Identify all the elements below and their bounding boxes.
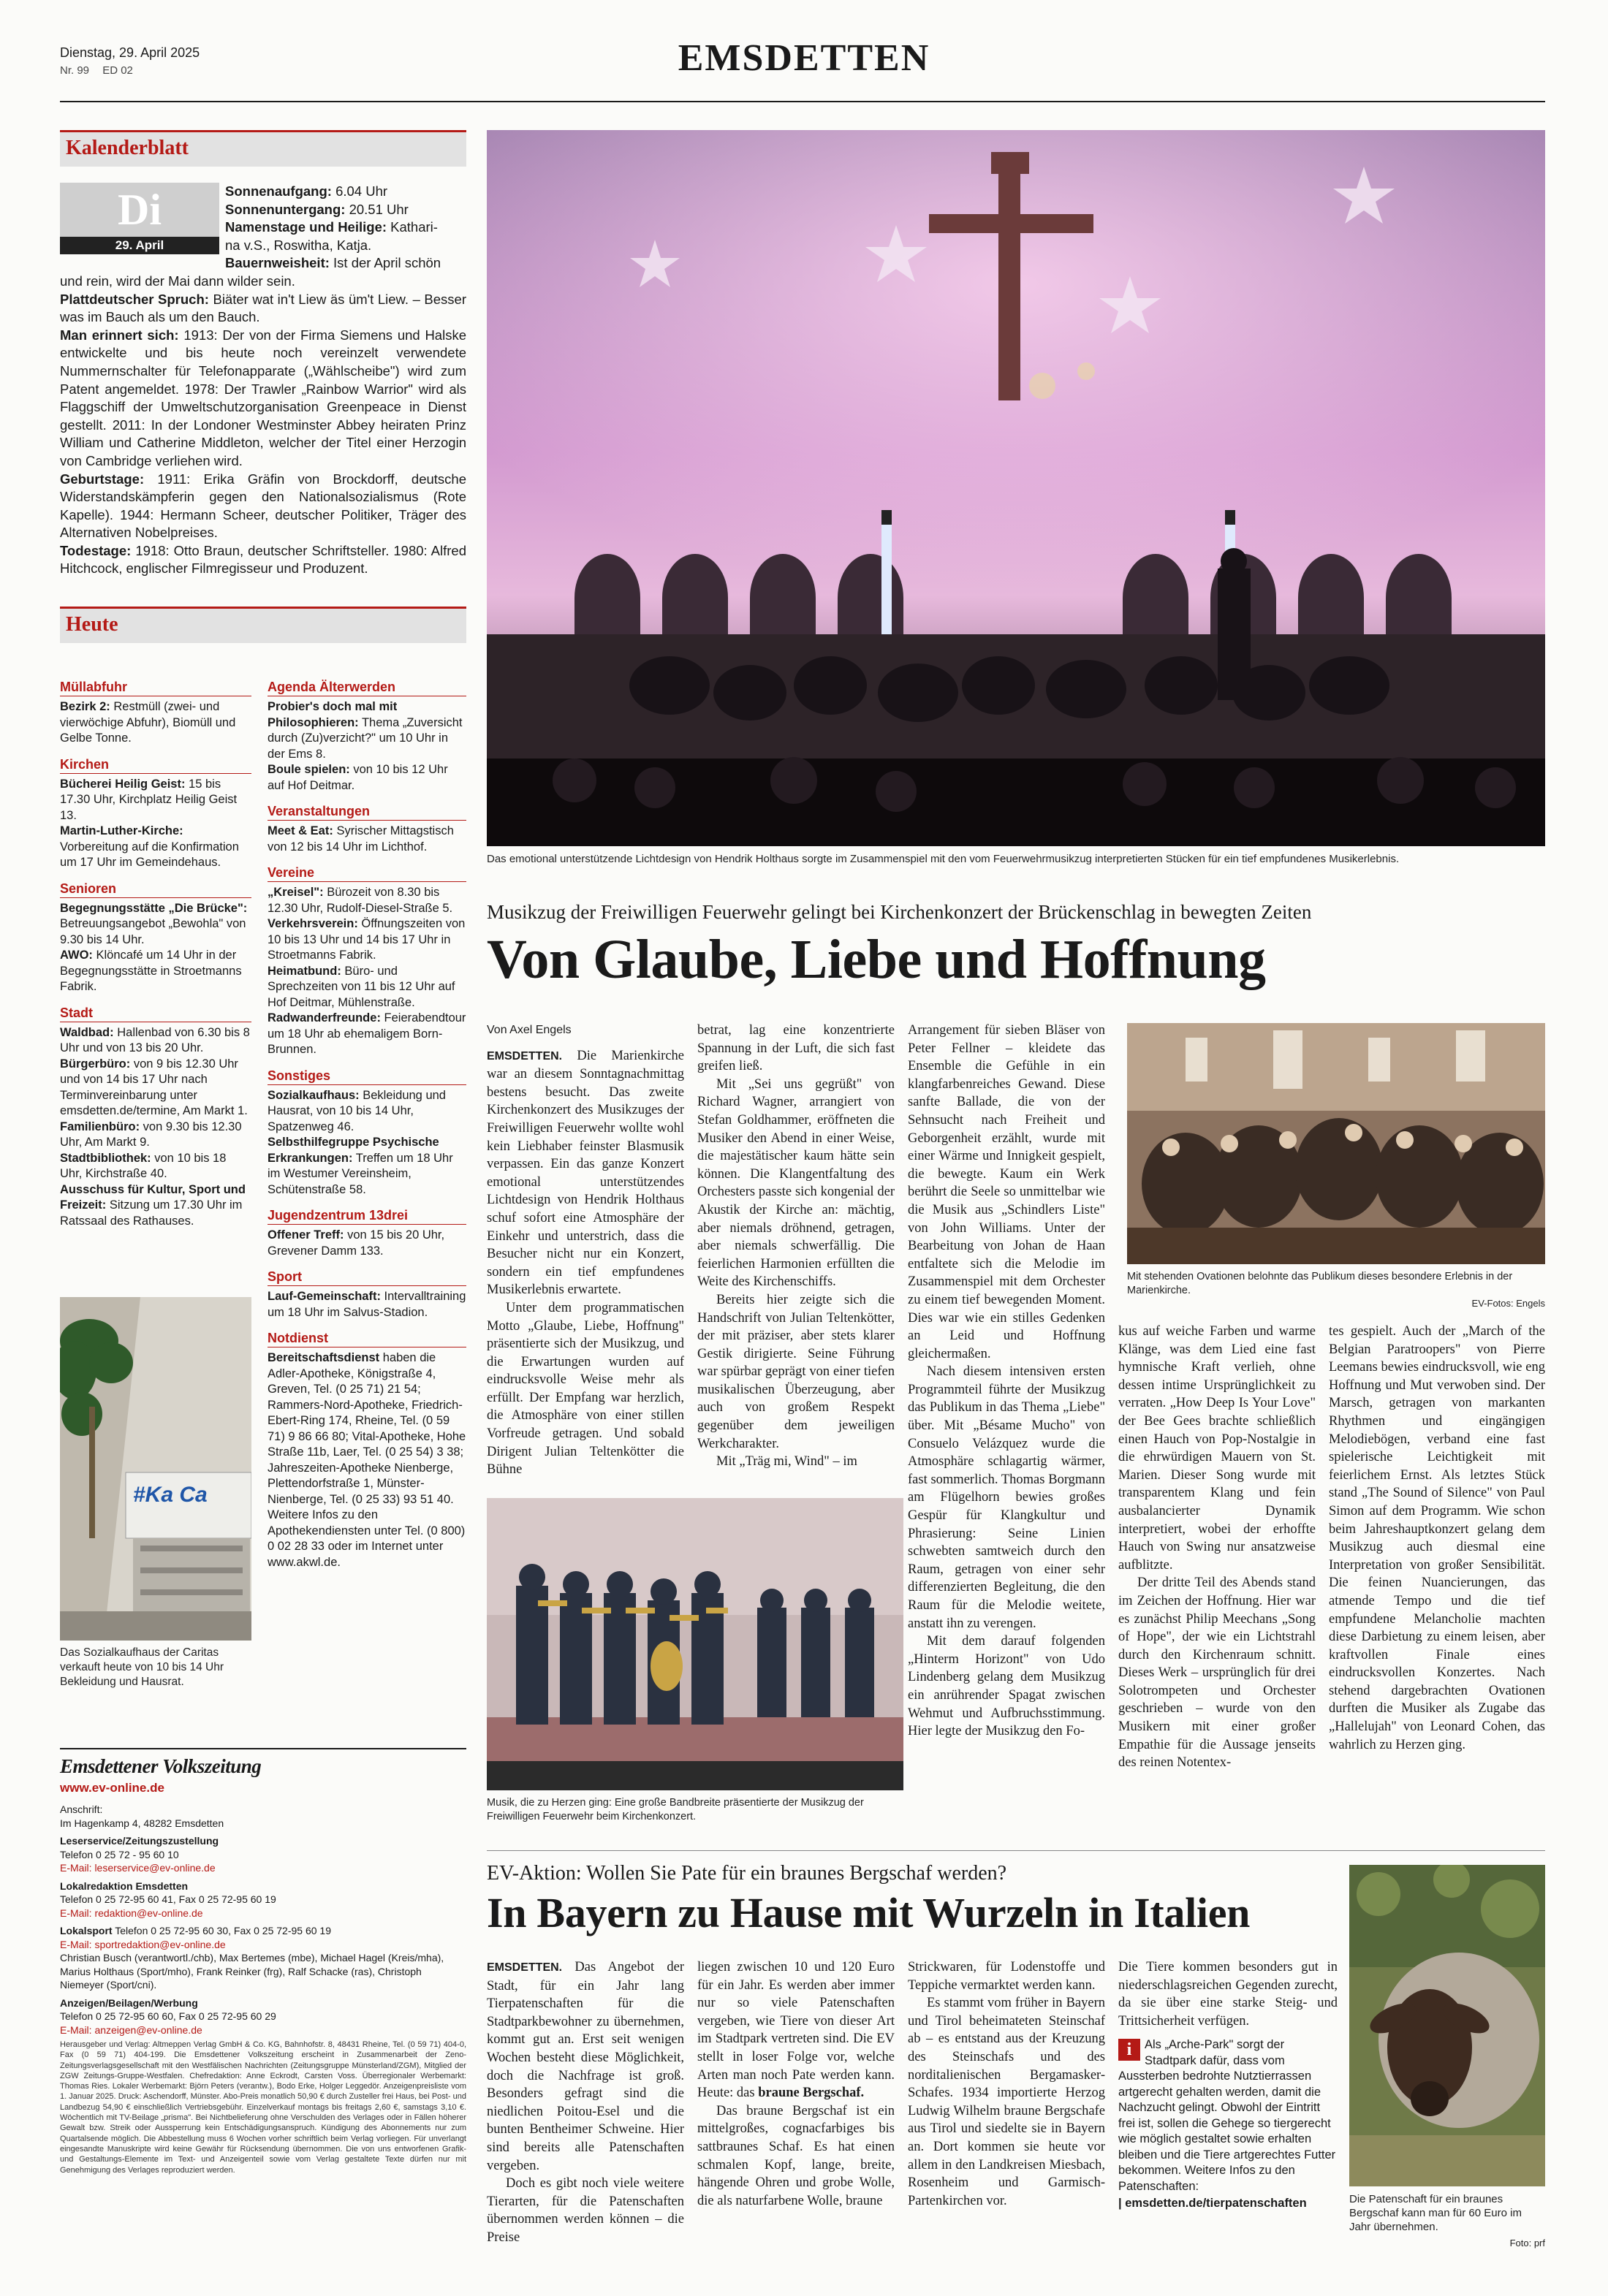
- heute-entry-text: von 10 bis 12 Uhr auf Hof Deitmar.: [268, 763, 448, 792]
- heute-entry-label: Probier's doch mal mit Philosophieren:: [268, 700, 398, 729]
- imprint-line-text: E-Mail: sportredaktion@ev-online.de: [60, 1938, 226, 1950]
- brass-players-illustration: [487, 1498, 903, 1790]
- heute-category: Kirchen: [60, 756, 251, 774]
- heute-entry: [268, 1228, 466, 1259]
- brass-players-photo: [487, 1498, 903, 1790]
- kalenderblatt-title: Kalenderblatt: [60, 130, 466, 167]
- heute-entry-label: Bücherei Heilig Geist:: [60, 777, 186, 791]
- heute-entry-text: Vorbereitung auf die Konfirmation um 17 Uhr im Gemeindehaus.: [60, 840, 239, 869]
- heute-entry-label: Boule spielen:: [268, 763, 350, 776]
- article1-paragraph: Mit dem darauf folgenden „Hinterm Horizont" von Udo Lindenberg gelang dem Musikzug ein anrührender Spagat zwischen Wehmut und Aufbruchsstimmung. Hier legte der Musikzug den Fo-: [908, 1634, 1105, 1739]
- sheep-caption: Die Patenschaft für ein braunes Bergschaf kann man für 60 Euro im Jahr übernehmen.: [1349, 2193, 1522, 2233]
- heute-entry-text: von 9 bis 12.30 Uhr und von 14 bis 17 Uhr nach Terminvereinbarung unter emsdetten.de/termine, Am Markt 1.: [60, 1057, 248, 1117]
- article1-paragraph: Bereits hier zeigte sich die Handschrift von Julian Teltenkötter, der mit präziser, aber stets klarer Gestik dirigierte. Seine Führung war spürbar geprägt von einer tiefen musikalischen Überzeugung, aber auch von großem Respekt gegenüber dem jeweiligen Werkcharakter.: [697, 1292, 895, 1451]
- heute-entry-text: Treffen um 18 Uhr im Westumer Vereinsheim, Schütenstraße 58.: [268, 1151, 453, 1196]
- heute-entry-label: Stadtbibliothek:: [60, 1151, 151, 1165]
- imprint-line-text: E-Mail: redaktion@ev-online.de: [60, 1907, 203, 1919]
- heute-entry: [60, 1057, 251, 1120]
- kalender-intro-line: [225, 237, 466, 255]
- header-rule: [60, 101, 1545, 102]
- heute-entry-text: Intervalltraining um 18 Uhr im Salvus-Stadion.: [268, 1290, 466, 1319]
- article2-paragraph: Die Tiere kommen besonders gut in niederschlagsreichen Gegenden zurecht, da sie über eine starke Steig- und Trittsicherheit verfügen.: [1118, 1960, 1338, 2029]
- kalender-intro-line-text: Ist der April schön: [329, 255, 441, 271]
- imprint-line: [60, 1803, 466, 1817]
- heute-entry-label: Bereitschaftsdienst: [268, 1351, 380, 1364]
- concert-main-photo: [487, 130, 1545, 846]
- article1-kicker: Musikzug der Freiwilligen Feuerwehr gelingt bei Kirchenkonzert der Brückenschlag in bewegten Zeiten: [487, 901, 1312, 923]
- heute-entry: [268, 885, 466, 916]
- heute-entry: [60, 824, 251, 871]
- imprint-line: [60, 2010, 466, 2023]
- infobox-text: Als „Arche-Park" sorgt der Stadtpark dafür, dass vom Aussterben bedrohte Nutztierrassen artgerecht gehalten werden, damit die Nachzucht gelingt. Obwohl der Eintritt frei ist, sollen die Gehege so tiergerecht wie möglich gestaltet sowie erhalten bleiben und die Tiere artgerechtes Futter bekommen. Weitere Infos zu den Patenschaften:: [1118, 2038, 1336, 2193]
- imprint-line: [60, 1893, 466, 1907]
- kalender-entry-label: Plattdeutscher Spruch:: [60, 291, 209, 307]
- imprint-line-text: Im Hagenkamp 4, 48282 Emsdetten: [60, 1817, 224, 1829]
- heute-entry-label: Ausschuss für Kultur, Sport und Freizeit:: [60, 1182, 246, 1212]
- article2-text: liegen zwischen 10 und 120 Euro für ein Jahr. Es werden aber immer nur so viele Patenschaften vergeben, wie Tiere von dieser Art im Stadtpark vertreten sind. Die EV stellt in loser Folge vor, welche Arten man noch Pate werden kann. Heute: das: [697, 1960, 895, 2101]
- brown-mountain-sheep-illustration: [1349, 1865, 1545, 2186]
- heute-entry: [60, 1182, 251, 1230]
- imprint-line-text: Telefon 0 25 72-95 60 41, Fax 0 25 72-95 60 19: [60, 1893, 276, 1905]
- article1-paragraph: Unter dem programmatischen Motto „Glaube, Liebe, Hoffnung" präsentierte sich der Musikzug, und die Erwartungen wurden auf eindrucksvolle Weise mehr als erfüllt. Der Empfang war herzlich, die Atmosphäre von einer stillen Vorfreude getragen. Und sobald Dirigent Julian Teltenkötter die Bühne: [487, 1300, 684, 1478]
- article2-paragraph: Doch es gibt noch viele weitere Tierarten, für die Patenschaften übernommen werden können – die Preise: [487, 2176, 684, 2245]
- heute-entry: [60, 1151, 251, 1182]
- heute-entry-text: Feierabendtour um 18 Uhr ab ehemaligem Born-Brunnen.: [268, 1011, 466, 1056]
- heute-entry: [268, 699, 466, 762]
- heute-column-2: [268, 678, 466, 1570]
- heute-entry-text: Sitzung um 17.30 Uhr im Ratssaal des Rathauses.: [60, 1198, 243, 1228]
- website-link[interactable]: www.ev-online.de: [60, 1781, 164, 1795]
- heute-entry-text: Öffnungszeiten von 10 bis 13 Uhr und 14 bis 17 Uhr in Stroetmanns Fabrik.: [268, 917, 466, 962]
- heute-entry-text: Restmüll (zwei- und vierwöchige Abfuhr), Biomüll und Gelbe Tonne.: [60, 700, 236, 745]
- newspaper-logo: Emsdettener Volkszeitung: [60, 1755, 262, 1777]
- heute-entry-text: 15 bis 17.30 Uhr, Kirchplatz Heilig Geist 13.: [60, 777, 238, 822]
- kalender-intro-line-text: Kathari-: [387, 219, 438, 235]
- article2-text: Das Angebot der Stadt, für ein Jahr lang Tierpatenschaften für die Stadtparkbewohner zu übernehmen, kommt gut an. Erst seit wenigen Wochen besteht diese Möglichkeit, doch die Nachfrage ist groß. Besonders gefragt sind die niedlichen Poitou-Esel und die bunten Bentheimer Schweine. Hier sind bereits alle Patenschaften vergeben.: [487, 1960, 684, 2173]
- article2-paragraph: Das braune Bergschaf ist ein mittelgroßes, cognacfarbiges bis sattbraunes Schaf. Es hat einen schmalen Kopf, lange, breite, hängende Ohren und grobe Wolle, die als naturfarbene Wolle, braune: [697, 2103, 895, 2208]
- imprint-line: [60, 1924, 466, 1938]
- heute-category: Jugendzentrum 13drei: [268, 1206, 466, 1225]
- heute-entry: [60, 699, 251, 747]
- heute-entry-text: Büro- und Sprechzeiten von 11 bis 12 Uhr auf Hof Deitmar, Mühlenstraße.: [268, 964, 455, 1009]
- day-date: 29. April: [60, 237, 219, 254]
- article1-column-5: [1329, 1323, 1545, 1754]
- heute-title: Heute: [60, 607, 466, 643]
- imprint-line-text: Leserservice/Zeitungszustellung: [60, 1835, 219, 1847]
- heute-entry-text: Syrischer Mittagstisch von 12 bis 14 Uhr im Lichthof.: [268, 824, 454, 854]
- kalender-body: [60, 273, 466, 578]
- edition-code: ED 02: [102, 64, 133, 77]
- heute-entry: [268, 1088, 466, 1136]
- ovations-photo: [1127, 1023, 1545, 1264]
- article1-paragraph: Arrangement für sieben Bläser von Peter Fellner – kleidete das Ensemble die Gefühle in ein klangfarbenreiches Gewand. Diese sanfte Ballade, die von der Sehnsucht nach Freiheit und Geborgenheit erzählt, wurde mit einer Wärme und Innigkeit gespielt, die bewegte. Kaum ein Werk berührt die Seele so unmittelbar wie die Musik aus „Schindlers Liste" von John Williams. Unter der Bearbeitung von Johan de Haan entfaltete sich die Melodie im Zusammenspiel mit dem Orchester zu einem tief bewegenden Moment. Dies war wie ein stilles Gedenken an Leid und Hoffnung gleichermaßen.: [908, 1023, 1105, 1361]
- byline: Von Axel Engels: [487, 1024, 572, 1036]
- imprint-contacts: [60, 1803, 466, 2037]
- heute-entry-text: Klöncafé um 14 Uhr in der Begegnungsstätte in Stroetmanns Fabrik.: [60, 949, 242, 993]
- imprint-line: [60, 1834, 466, 1848]
- imprint-rule: [60, 1748, 466, 1749]
- imprint-line-text: Christian Busch (verantwortl./chb), Max Bertemes (mbe), Michael Hagel (Kreis/mha), Marius Holthaus (Sport/mho), Frank Reinker (frg), Ralf Schacke (ras), Christoph Niemeyer (Sport/cni).: [60, 1952, 444, 1991]
- heute-entry-label: Meet & Eat:: [268, 824, 333, 837]
- heute-entry-text: Betreuungsangebot „Bewohla" von 9.30 bis 14 Uhr.: [60, 917, 246, 946]
- article2-paragraph: Es stammt vom früher in Bayern und Tirol beheimateten Steinschaf ab – es entstand aus der Kreuzung des Steinschafs und des norditalienischen Bergamasker-Schafes. 1934 importierte Herzog Ludwig Wilhelm braune Bergschafe aus Tirol und siedelte sie in Bayern an. Dort kommen sie heute vor allem in den Landkreisen Miesbach, Rosenheim und Garmisch-Partenkirchen vor.: [908, 1996, 1105, 2208]
- heute-entry-label: Heimatbund:: [268, 964, 341, 978]
- kalender-content: [60, 183, 466, 578]
- heute-entry: [268, 916, 466, 964]
- article1-paragraph: [487, 1047, 684, 1299]
- kalender-entry: [60, 327, 466, 471]
- kalender-intro: [225, 183, 466, 273]
- tierpatenschaften-link[interactable]: emsdetten.de/tierpatenschaften: [1125, 2197, 1307, 2211]
- article2-column-1: [487, 1958, 684, 2247]
- kalenderblatt: [60, 130, 466, 578]
- section-title: EMSDETTEN: [678, 37, 930, 79]
- kalender-intro-line-label: Bauernweisheit:: [225, 255, 330, 271]
- heute-category: Notdienst: [268, 1329, 466, 1347]
- heute-entry-label: Bürgerbüro:: [60, 1057, 131, 1071]
- heute-entry-text: von 9.30 bis 12.30 Uhr, Am Markt 9.: [60, 1120, 242, 1149]
- heute-entry-text: Thema „Zuversicht durch (Zu)verzicht?" um 10 Uhr in der Ems 8.: [268, 715, 463, 761]
- imprint: [60, 1755, 466, 2175]
- heute-entry: [268, 964, 466, 1011]
- kalender-entry-text: 1911: Erika Gräfin von Brockdorff, deutsche Widerstandskämpferin gegen den Nationalsozialismus (Rote Kapelle). 1944: Hermann Scheer, deutscher Politiker, Träger des Alternativen Nobelpreises.: [60, 471, 466, 541]
- sozialkaufhaus-photo: [60, 1297, 251, 1641]
- imprint-line-text: Telefon 0 25 72 - 95 60 10: [60, 1848, 179, 1860]
- heute-entry-label: Verkehrsverein:: [268, 917, 358, 930]
- article2-paragraph: [697, 1958, 895, 2102]
- article1-paragraph: Nach diesem intensiven ersten Programmteil führte der Musikzug das Publikum in das Thema „Liebe" über. Mit „Bésame Mucho" von Consuelo Velázquez wurde die Atmosphäre schlagartig wärmer, fast sommerlich. Thomas Borgmann am Flügelhorn bewies großes Gespür für Klangkultur und Phrasierung: Seine Linien schwebten samtweich durch den Raum, getragen von einer sehr differenzierten Begleitung, die den Raum für die Melodie weitete, anstatt ihn zu verengen.: [908, 1364, 1105, 1631]
- info-icon: i: [1118, 2039, 1140, 2061]
- heute-category: Sonstiges: [268, 1067, 466, 1085]
- arche-park-infobox: [1118, 2037, 1338, 2212]
- heute-category: Agenda Älterwerden: [268, 678, 466, 696]
- heute-entry-text: von 15 bis 20 Uhr, Grevener Damm 133.: [268, 1228, 445, 1258]
- kalender-intro-line-label: Sonnenaufgang:: [225, 183, 332, 199]
- article1-paragraph: betrat, lag eine konzentrierte Spannung in der Luft, die sich fast greifen ließ.: [697, 1023, 895, 1074]
- imprint-line-text: Anschrift:: [60, 1803, 103, 1815]
- article1-paragraph: kus auf weiche Farben und warme Klänge, was dem Lied eine fast hymnische Kraft verlieh, ohne dessen intime Ursprünglichkeit zu verraten. „How Deep Is Your Love" der Bee Gees brachte schließlich einen Hauch von Pop-Nostalgie in die ehrwürdigen Mauern von St. Marien. Dieser Song wurde mit transparentem Klang und fein ausbalancierter Dynamik interpretiert, wobei der erhoffte Hauch von Swing nur ansatzweise aufblitzte.: [1118, 1324, 1316, 1573]
- heute-entry: [268, 1289, 466, 1320]
- kalender-entry-label: Todestage:: [60, 542, 132, 558]
- brass-photo-caption: Musik, die zu Herzen ging: Eine große Bandbreite präsentierte der Musikzug der Freiwilligen Feuerwehr beim Kirchenkonzert.: [487, 1797, 864, 1822]
- standing-audience-illustration: [1127, 1023, 1545, 1264]
- dateline: EMSDETTEN.: [487, 1049, 563, 1063]
- article2-column-3: [908, 1958, 1105, 2210]
- article2-highlight: braune Bergschaf.: [758, 2086, 865, 2101]
- kalender-intro-line-text: 20.51 Uhr: [345, 201, 409, 217]
- imprint-line: [60, 1907, 466, 1920]
- issue-date: Dienstag, 29. April 2025: [60, 45, 200, 60]
- heute-entry: [268, 1011, 466, 1058]
- heute-category: Stadt: [60, 1004, 251, 1022]
- article1-paragraph: Mit „Sei uns gegrüßt" von Richard Wagner, arrangiert von Stefan Goldhammer, eröffneten die Musiker den Abend in einer Weise, die majestätischer kaum hätte sein können. Die Klangentfaltung des Orchesters passte sich kongenial der Akustik der Kirche an: mächtig, aber niemals dröhnend, getragen, aber niemals schwerfällig. Die feierlichen Harmonien erfüllten die Weite des Kirchenschiffs.: [697, 1076, 895, 1290]
- kalender-entry: [60, 291, 466, 327]
- day-abbrev: Di: [60, 183, 219, 237]
- heute-entry: [60, 948, 251, 995]
- article1-column-3: [908, 1022, 1105, 1741]
- church-concert-illustration: [487, 130, 1545, 846]
- heute-entry: [60, 777, 251, 824]
- heute-entry-label: Begegnungsstätte „Die Brücke":: [60, 901, 248, 915]
- imprint-line-text: E-Mail: leserservice@ev-online.de: [60, 1862, 216, 1874]
- heute-entry-label: Selbsthilfegruppe Psychische Erkrankungen:: [268, 1136, 439, 1165]
- day-badge: [60, 183, 219, 257]
- kalender-entry: [60, 471, 466, 542]
- kalender-entry-label: Man erinnert sich:: [60, 327, 179, 343]
- heute-entry-text: Bürozeit von 8.30 bis 12.30 Uhr, Rudolf-Diesel-Straße 5.: [268, 886, 453, 915]
- imprint-line-text: Telefon 0 25 72-95 60 30, Fax 0 25 72-95 60 19: [112, 1925, 331, 1936]
- article1-headline: Von Glaube, Liebe und Hoffnung: [487, 929, 1266, 990]
- kalender-intro-line: [225, 218, 466, 237]
- heute-entry: [60, 1025, 251, 1057]
- article2-headline: In Bayern zu Hause mit Wurzeln in Italien: [487, 1889, 1251, 1936]
- heute-entry: [268, 824, 466, 855]
- heute-entry: [268, 1135, 466, 1198]
- heute-entry: [60, 1120, 251, 1151]
- heute-box: [60, 607, 466, 643]
- article1-column-4: [1118, 1323, 1316, 1772]
- heute-entry: [60, 901, 251, 949]
- heute-entry-label: Sozialkaufhaus:: [268, 1088, 360, 1102]
- imprint-line-text: Lokalredaktion Emsdetten: [60, 1879, 189, 1892]
- kalender-entry: [60, 542, 466, 578]
- heute-entry-label: Waldbad:: [60, 1025, 114, 1039]
- kalender-intro-line: [225, 183, 466, 201]
- article1-text: Die Marienkirche war an diesem Sonntagnachmittag bestens besucht. Das zweite Kirchenkonzert des Musikzuges der Freiwilligen Feuerwehr wollte wohl kein Liebhaber feinster Blasmusik verpassen. Ein das ganze Konzert emotional unterstützendes Lichtdesign von Hendrik Holthaus schuf sofort eine Atmosphäre der Einkehr und unterstrich, dass die Besucher nicht nur ein Konzert, sondern ein tief empfundenes Musikerlebnis erwartete.: [487, 1048, 685, 1298]
- heute-entry: [268, 762, 466, 794]
- heute-entry-label: Radwanderfreunde:: [268, 1011, 381, 1025]
- article2-paragraph: [487, 1958, 684, 2175]
- imprint-line: [60, 1951, 466, 1992]
- imprint-line-label: Lokalsport: [60, 1925, 113, 1936]
- kalender-intro-line-label: Namenstage und Heilige:: [225, 219, 387, 235]
- article1-paragraph: Der dritte Teil des Abends stand im Zeichen der Hoffnung. Hier war es zunächst Philip Meechans „Song of Hope", der wie ein Lichtstrahl durch den Kirchenraum schnitt. Dieses Werk – ursprünglich für drei Solotrompeten und Orchester geschrieben – wurde von den Musikern mit einer großer Empathie für die Aussage jenseits des reinen Notentex-: [1118, 1575, 1316, 1771]
- article2-kicker: EV-Aktion: Wollen Sie Pate für ein braunes Bergschaf werden?: [487, 1862, 1007, 1885]
- sozialkaufhaus-caption: Das Sozialkaufhaus der Caritas verkauft heute von 10 bis 14 Uhr Bekleidung und Hausrat.: [60, 1646, 224, 1688]
- imprint-line: [60, 1879, 466, 1893]
- imprint-line-text: Telefon 0 25 72-95 60 60, Fax 0 25 72-95 60 29: [60, 2010, 276, 2022]
- heute-category: Veranstaltungen: [268, 802, 466, 821]
- article2-rule: [487, 1850, 1545, 1851]
- heute-entry-text: von 10 bis 18 Uhr, Kirchstraße 40.: [60, 1151, 227, 1180]
- infobox-link-row: | emsdetten.de/tierpatenschaften: [1118, 2197, 1307, 2211]
- heute-category: Müllabfuhr: [60, 678, 251, 696]
- kalender-intro-line: [225, 254, 466, 273]
- main-photo-caption: Das emotional unterstützende Lichtdesign von Hendrik Holthaus sorgte im Zusammenspiel mit den vom Feuerwehrmusikzug interpretierten Stücken für ein tief empfundenes Musikerlebnis.: [487, 853, 1400, 865]
- heute-entry: [268, 1350, 466, 1570]
- sheep-credit: Foto: prf: [1509, 2238, 1545, 2249]
- article1-column-1: [487, 1022, 684, 1479]
- heute-entry-label: „Kreisel":: [268, 886, 324, 899]
- kalender-entry-text: und rein, wird der Mai dann wilder sein.: [60, 273, 295, 289]
- heute-entry-text: Bekleidung und Hausrat, von 10 bis 14 Uhr, Spatzenweg 46.: [268, 1088, 446, 1133]
- heute-entry-text: haben die Adler-Apotheke, Königstraße 4, Greven, Tel. (0 25 71) 21 54; Rammers-Nord-Apotheke, Friedrich-Ebert-Ring 174, Rheine, Tel. (0 59 71) 9 86 66 80; Vital-Apotheke, Hohe Straße 11b, Laer, Tel. (0 25 54) 3 38; Jahreszeiten-Apotheke Nienberge, Plettendorfstraße 1, Münster-Nienberge, Tel. (0 25 33) 93 51 40. Weitere Infos zu den Apothekendiensten unter Tel. (0 800) 0 02 28 33 oder im Internet unter www.akwl.de.: [268, 1351, 466, 1569]
- store-interior-illustration: [60, 1297, 251, 1641]
- kalender-entry-text: Biäter wat in't Liew äs üm't Liew. – Besser was im Bauch als um den Bauch.: [60, 291, 466, 325]
- dateline: EMSDETTEN.: [487, 1961, 563, 1974]
- imprint-line: [60, 1996, 466, 2010]
- kalender-intro-line-label: Sonnenuntergang:: [225, 201, 346, 217]
- article1-paragraph: tes gespielt. Auch der „March of the Belgian Paratroopers" von Pierre Leemans bewies eindrucksvoll, wie eng Hoffnung und Mut verwoben sind. Der Marsch, getragen von markanten Rhythmen und eingängigen Melodiebögen, verband eine fast spielerische Leichtigkeit mit feierlichem Ernst. Als letztes Stück stand „The Sound of Silence" von Paul Simon auf dem Programm. Wie schon beim Jahreshauptkonzert gelang dem Musikzug auch diesmal eine Interpretation von großer Sensibilität. Die feinen Nuancierungen, das atmende Tempo und die tief empfundene Melancholie machten diese Darbietung zu einem leisen, aber kraftvollen Finale eines eindrucksvollen Konzertes. Nach stehend dargebrachten Ovationen durften die Musiker als Zugabe das „Hallelujah" von Leonard Cohen, das wahrlich zu Herzen ging.: [1329, 1324, 1545, 1752]
- imprint-small-print: Herausgeber und Verlag: Altmeppen Verlag GmbH & Co. KG, Bahnhofstr. 8, 48431 Rheine, Tel. (0 59 71) 404-0, Fax (0 59 71) 404-199. Die Emsdettener Volkszeitung erscheint in Zusammenarbeit der Zeno-Zeitungsverlagsgesellschaft mit den Westfälischen Nachrichten (Zeitungsgruppe Münsterland/ZGM), Mitglied der ZGW Zeitungs-Gruppe-Westfalen. Chefredaktion: Anne Eckrodt, Carsten Voss. Überregionaler Werbemarkt: Thomas Ries. Lokaler Werbemarkt: Björn Peters (verantw.), Bodo Erke, Holger Leggedör. Anzeigenpreisliste vom 1. Januar 2025. Druck: Aschendorff, Münster. Abo-Preis monatlich 50,90 € durch Zusteller frei Haus, bei Post- und Landbezug 54,90 € einschließlich Vertriebsgebühr. Einzelverkauf montags bis freitags 2,60 €, samstags 3,10 €. Wöchentlich mit TV-Beilage „prisma". Bei Nichtbelieferung ohne Verschulden des Verlages oder in Fällen höherer Gewalt bzw. Streik oder Aussperrung kein Entschädigungsanspruch. Kündigung des Abonnements nur zum Quartalsende möglich. Die Abbestellung muss 6 Wochen vorher schriftlich beim Verlag vorliegen. Für unverlangt eingesandte Manuskripte wird keine Gewähr für Rücksendung übernommen. Die von uns entworfenen Grafik- und Gestaltungs-Elemente im Text- und Anzeigenteil sowie vom Verlag gestaltete Texte dürfen nur mit Genehmigung des Verlages reproduziert werden.: [60, 2040, 466, 2175]
- sheep-photo: [1349, 1865, 1545, 2186]
- kalender-entry-text: 1918: Otto Braun, deutscher Schriftsteller. 1980: Alfred Hitchcock, englischer Filmregisseur und Produzent.: [60, 542, 466, 577]
- heute-category: Vereine: [268, 864, 466, 882]
- issue-number: Nr. 99: [60, 64, 90, 77]
- kalender-intro-line: [225, 201, 466, 219]
- heute-entry-label: Familienbüro:: [60, 1120, 140, 1133]
- imprint-line: [60, 1938, 466, 1952]
- heute-category: Senioren: [60, 880, 251, 898]
- imprint-line: [60, 1861, 466, 1875]
- kalender-entry-text: 1913: Der von der Firma Siemens und Halske entwickelte und bis heute noch vereinzelt verwendete Nummernschalter für Telefonapparate („Wählscheibe") wird zum Patent angemeldet. 1978: Der Trawler „Rainbow Warrior" wird als Flaggschiff der Umweltschutzorganisation Greenpeace in Dienst gestellt. 2011: In der Londoner Westminster Abbey heiraten Prinz William und Catherine Middleton, welcher der Titel einer Herzogin von Cambridge verliehen wird.: [60, 327, 466, 468]
- heute-entry-label: Offener Treff:: [268, 1228, 344, 1242]
- imprint-line: [60, 2023, 466, 2037]
- ovations-photo-credit: EV-Fotos: Engels: [1471, 1298, 1545, 1309]
- heute-column-1: [60, 678, 251, 1229]
- heute-entry-label: Lauf-Gemeinschaft:: [268, 1290, 381, 1303]
- kalender-entry-label: Geburtstage:: [60, 471, 145, 487]
- heute-entry-text: Hallenbad von 6.30 bis 8 Uhr und von 13 bis 20 Uhr.: [60, 1025, 250, 1054]
- kalender-intro-line-text: 6.04 Uhr: [331, 183, 388, 199]
- article2-paragraph: Strickwaren, für Lodenstoffe und Teppiche vermarktet werden kann.: [908, 1960, 1105, 1993]
- imprint-line: [60, 1817, 466, 1831]
- article2-column-4: [1118, 1958, 1338, 2212]
- heute-entry-label: Martin-Luther-Kirche:: [60, 824, 183, 837]
- heute-entry-label: AWO:: [60, 949, 93, 962]
- article2-column-2: [697, 1958, 895, 2210]
- article1-paragraph: Mit „Träg mi, Wind" – im: [716, 1454, 857, 1470]
- heute-entry-label: Bezirk 2:: [60, 700, 110, 713]
- store-sign-text: #Ka Ca: [133, 1483, 208, 1507]
- imprint-line-text: Anzeigen/Beilagen/Werbung: [60, 1996, 198, 2009]
- heute-category: Sport: [268, 1268, 466, 1286]
- article1-column-2: [697, 1022, 895, 1471]
- imprint-line: [60, 1848, 466, 1862]
- imprint-line-text: E-Mail: anzeigen@ev-online.de: [60, 2023, 202, 2036]
- ovations-photo-caption: Mit stehenden Ovationen belohnte das Publikum dieses besondere Erlebnis in der Marienkirche.: [1127, 1271, 1513, 1296]
- kalender-entry: [60, 273, 466, 291]
- kalender-intro-line-text: na v.S., Roswitha, Katja.: [225, 237, 372, 253]
